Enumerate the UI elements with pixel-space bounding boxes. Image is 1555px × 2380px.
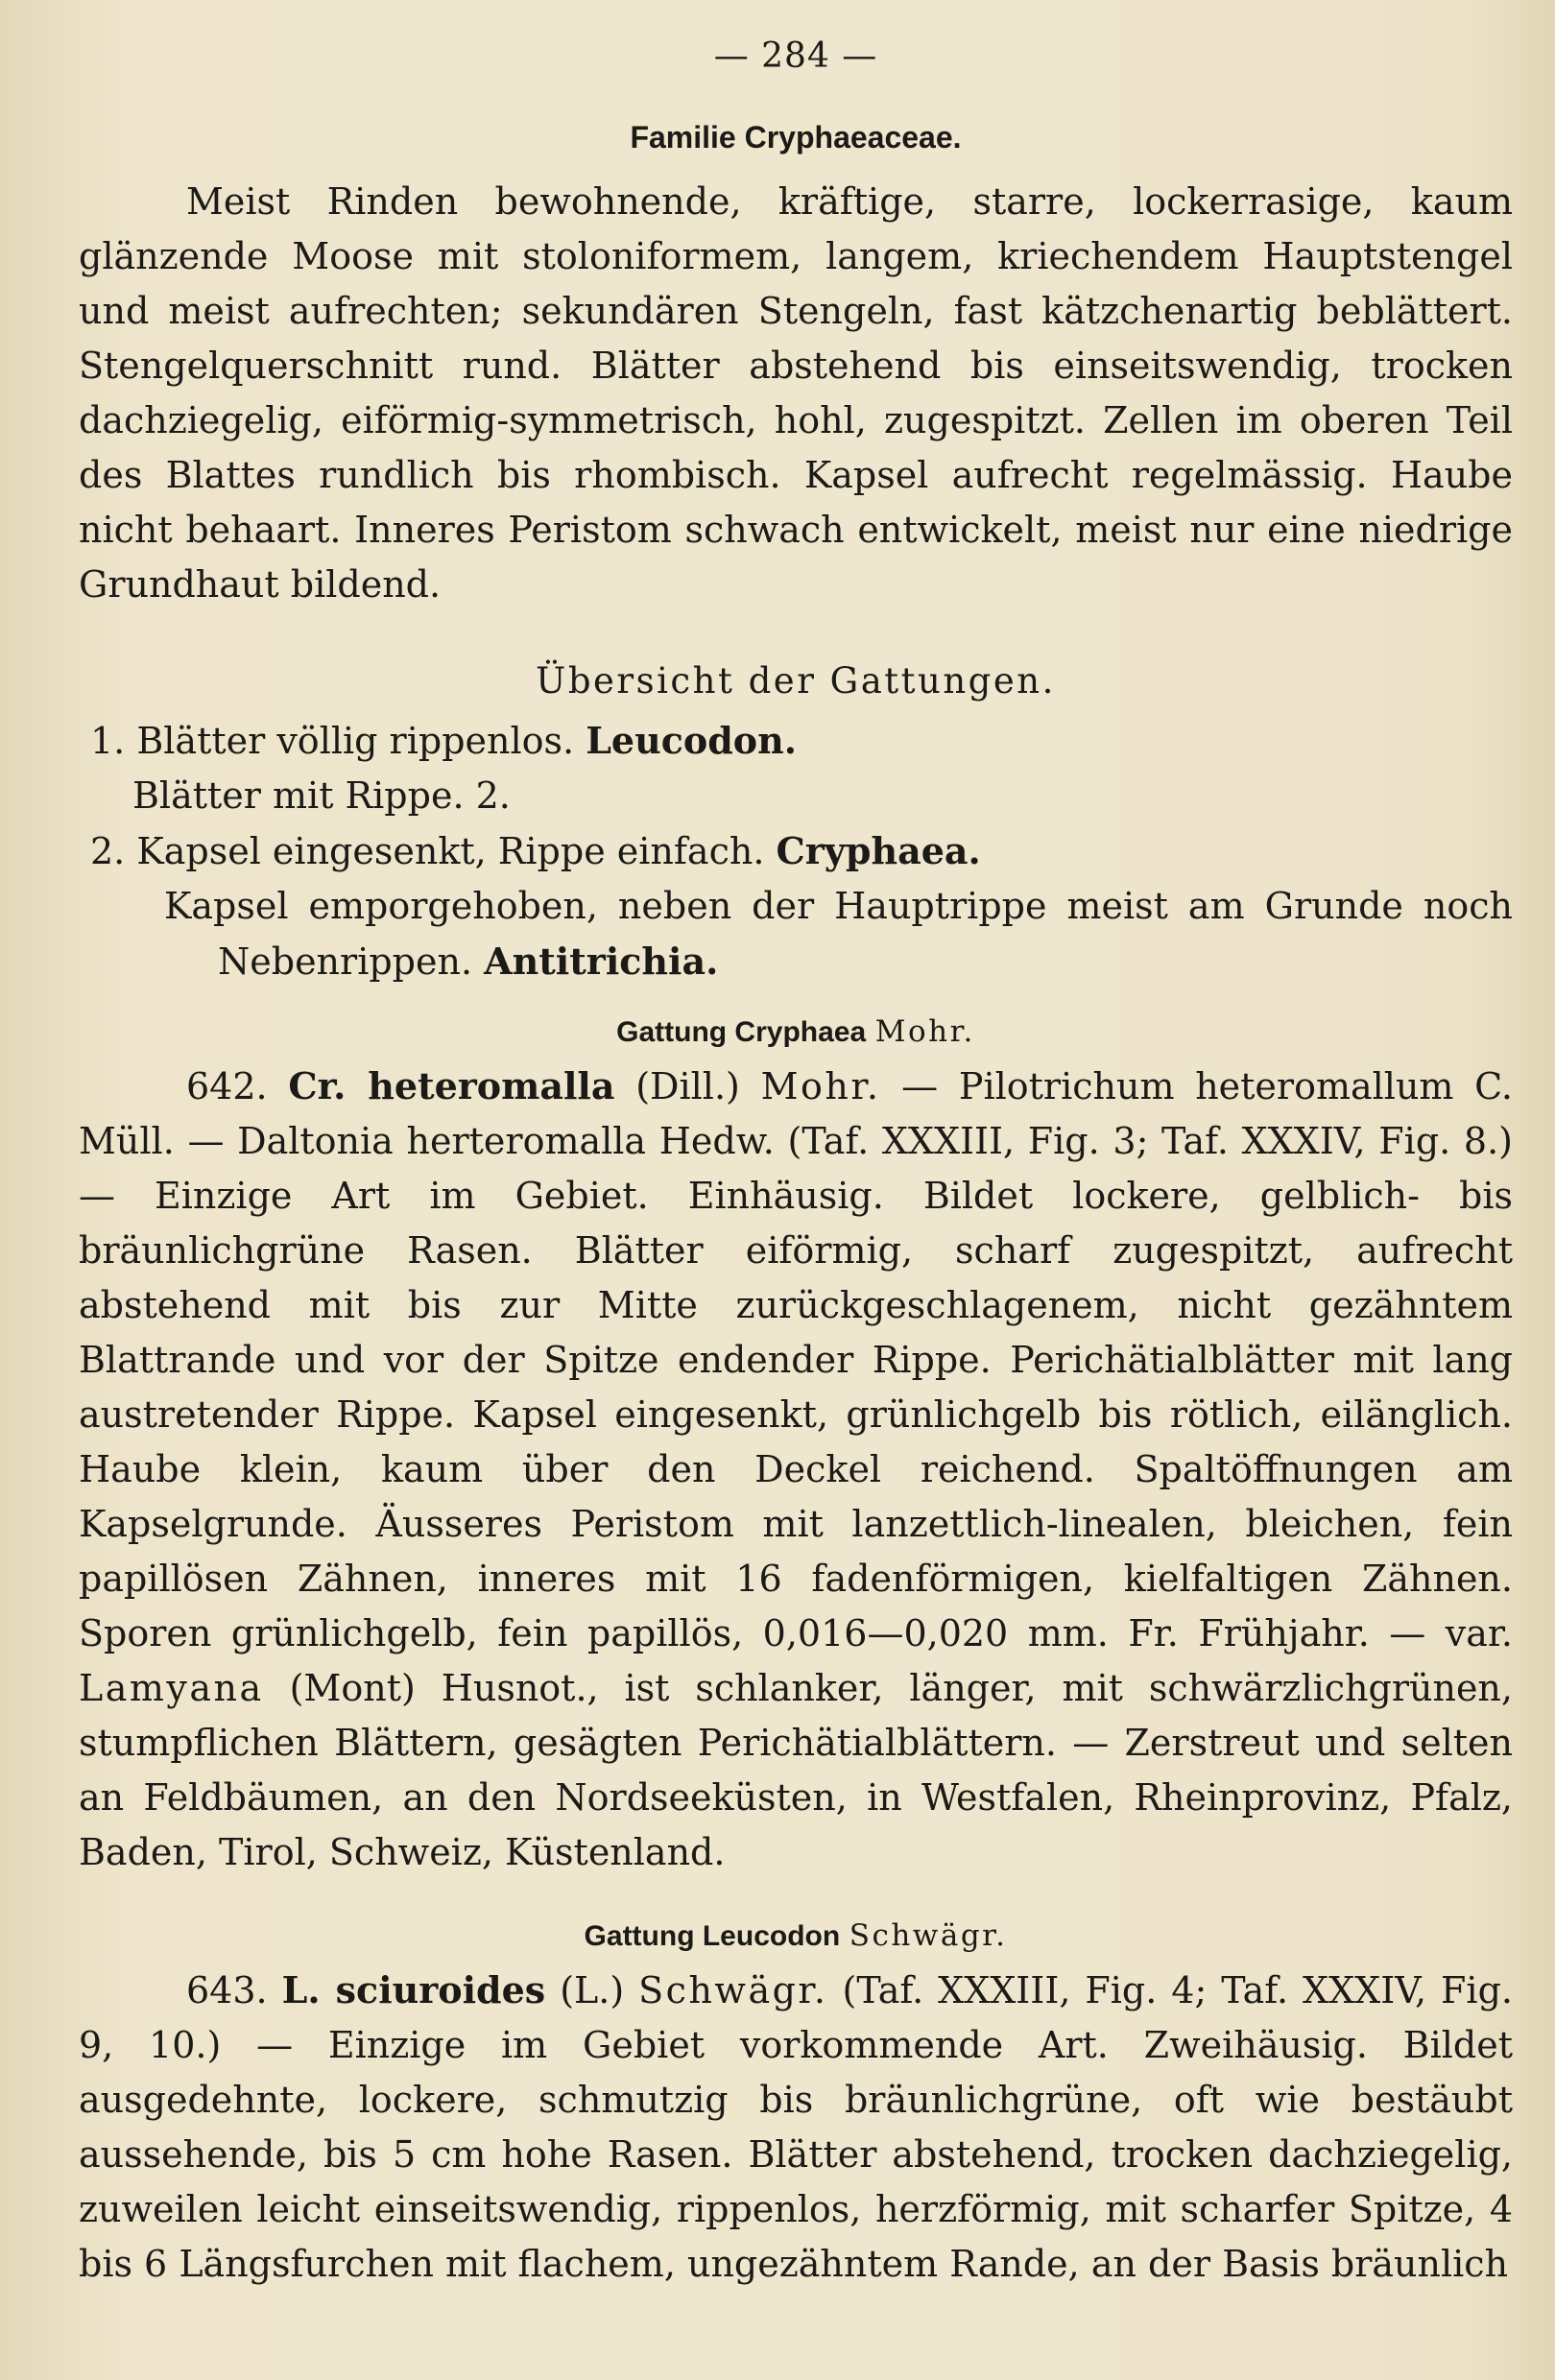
species-author-paren: (L.) [560, 1969, 625, 2011]
family-description: Meist Rinden bewohnende, kräftige, starre, lockerrasige, kaum glänzende Moose mit stoloniformem, langem, kriechendem Hauptstengel und meist aufrechten; sekundären Stengeln, fast kätzchenartig beblättert. Stengelquerschnitt rund. Blätter abstehend bis einseitswendig, trocken dachziegelig, eiförmig-symmetrisch, hohl, zugespitzt. Zellen im oberen Teil des Blattes rundlich bis rhombisch. Kapsel aufrecht regelmässig. Haube nicht behaart. Inneres Peristom schwach entwickelt, meist nur eine niedrige Grundhaut bildend. [79, 180, 1513, 606]
key-2a-text: 2. Kapsel eingesenkt, Rippe einfach. [90, 830, 765, 872]
species-description: — Pilotrichum heteromallum C. Müll. — Daltonia herteromalla Hedw. (Taf. XXXIII, Fig. 3; Taf. XXXIV, Fig. 8.) — Einzige Art im Gebiet. Einhäusig. Bildet lockere, gelblich- bis bräunlichgrüne Rasen. Blätter eiförmig, scharf zugespitzt, aufrecht abstehend mit bis zur Mitte zurückgeschlagenem, nicht gezähntem Blattrande und vor der Spitze endender Rippe. Perichätialblätter mit lang austretender Rippe. Kapsel eingesenkt, grünlichgelb bis rötlich, eilänglich. Haube klein, kaum über den Deckel reichend. Spaltöffnungen am Kapselgrunde. Äusseres Peristom mit lanzettlich-linealen, bleichen, fein papillösen Zähnen, inneres mit 16 fadenförmigen, kielfaltigen Zähnen. Sporen grünlichgelb, fein papillös, 0,016—0,020 mm. Fr. Frühjahr. — var. [79, 1065, 1513, 1654]
species-entry-643 [79, 1963, 1513, 2292]
key-line-2b [79, 879, 1513, 989]
variety-description: (Mont) Husnot., ist schlanker, länger, mit schwärzlichgrünen, stumpflichen Blättern, gesägten Perichätialblättern. — Zerstreut und selten an Feldbäumen, an den Nordseeküsten, in Westfalen, Rheinprovinz, Pfalz, Baden, Tirol, Schweiz, Küstenland. [79, 1667, 1513, 1873]
species-description: (Taf. XXXIII, Fig. 4; Taf. XXXIV, Fig. 9, 10.) — Einzige im Gebiet vorkommende Art. Zweihäusig. Bildet ausgedehnte, lockere, schmutzig bis bräunlichgrüne, oft wie bestäubt aussehende, bis 5 cm hohe Rasen. Blätter abstehend, trocken dachziegelig, zuweilen leicht einseitswendig, rippenlos, herzförmig, mit scharfer Spitze, 4 bis 6 Längsfurchen mit flachem, ungezähntem Rande, an der Basis bräunlich [79, 1969, 1513, 2285]
species-number: 642. [186, 1065, 268, 1107]
variety-name: Lamyana [79, 1667, 264, 1709]
key-1a-text: 1. Blätter völlig rippenlos. [90, 720, 575, 762]
genus-heading-cryphaea [79, 1014, 1513, 1049]
genus-author: Schwägr. [849, 1918, 1008, 1953]
genus-heading-leucodon [79, 1918, 1513, 1953]
genus-name: Gattung Cryphaea [616, 1016, 867, 1048]
species-author-paren: (Dill.) [635, 1065, 740, 1107]
genus-key [79, 713, 1513, 989]
genus-name: Gattung Leucodon [584, 1920, 841, 1952]
key-line-1a [79, 713, 1513, 769]
key-1a-result: Leucodon. [586, 719, 797, 762]
page-number: — 284 — [713, 36, 878, 76]
key-1b-ref: 2. [475, 774, 511, 817]
species-name: L. sciuroides [281, 1968, 546, 2011]
key-2b-text: Kapsel emporgehoben, neben der Hauptrippe meist am Grunde noch Nebenrippen. [164, 885, 1513, 983]
key-title: Übersicht der Gattungen. [536, 660, 1056, 702]
species-author: Mohr. [760, 1065, 881, 1107]
key-1b-text: Blätter mit Rippe. [132, 774, 465, 817]
key-line-2a [79, 823, 1513, 879]
genus-author: Mohr. [874, 1014, 975, 1049]
species-name: Cr. heteromalla [288, 1064, 615, 1107]
family-heading: Familie Cryphaeaceae. [630, 120, 962, 155]
key-2a-result: Cryphaea. [776, 829, 981, 872]
key-line-1b [79, 769, 1513, 823]
species-entry-642 [79, 1059, 1513, 1880]
species-number: 643. [186, 1969, 268, 2011]
species-author: Schwägr. [638, 1969, 828, 2011]
key-2b-result: Antitrichia. [484, 940, 719, 983]
